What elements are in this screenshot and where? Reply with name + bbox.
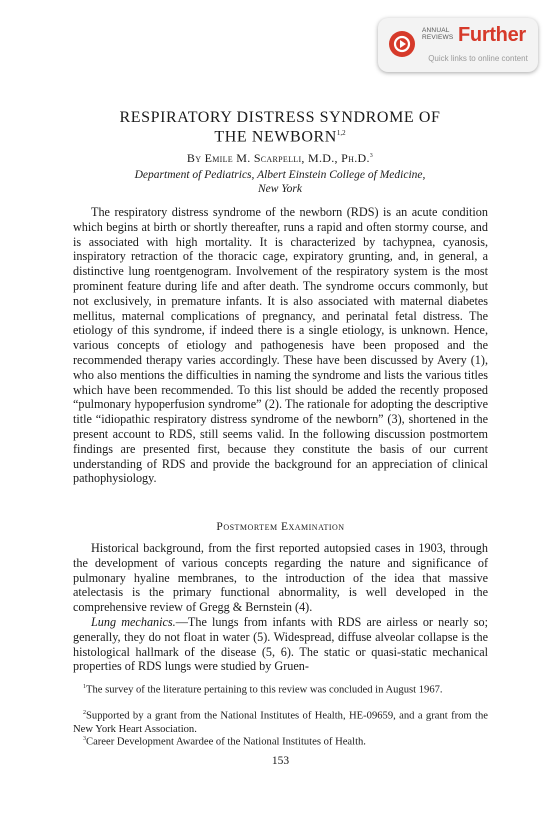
footnote-3: $^3$Career Development Awardee of the National Institutes of Health. (83, 736, 366, 748)
annual-reviews-further-badge[interactable] (378, 18, 538, 72)
page-number: 153 (271, 755, 290, 767)
title-footnote-marks: 1,2 (336, 129, 346, 137)
historical-background-paragraph: Historical background, from the first reported autopsied cases in 1903, through the development of various concepts regarding the nature and significance of pulmonary hyaline membranes, to the introduction of the idea that massive atelectasis is the primary functional abnormality, is well developed in the comprehensive review of Gregg & Bernstein (4). (73, 541, 488, 615)
lung-mechanics-lead: Lung mechanics. (91, 615, 176, 629)
section-heading: Postmortem Examination (216, 521, 345, 533)
intro-paragraph: The respiratory distress syndrome of the newborn (RDS) is an acute condition which begins at birth or shortly thereafter, runs a rapid and often stormy course, and is associated with high mortality. It is characterized by tachypnea, cyanosis, inspiratory retraction of the thoracic cage, expiratory grunting, and, in general, a distinctive lung roentgenogram. Involvement of the respiratory system is the most prominent feature during life and after death. The syndrome occurs commonly, but not exclusively, in premature infants. It is also associated with maternal diabetes mellitus, maternal complications of pregnancy, and perinatal fetal distress. The etiology of this syndrome, if indeed there is a single etiology, is unknown. Hence, various concepts of etiology and pathogenesis have been proposed and the recommended therapy varies accordingly. These have been discussed by Avery (1), who also mentions the difficulties in naming the syndrome and lists the various titles which have been recommended. To this list should be added the recently proposed “pulmonary hypoperfusion syndrome” (2). The rationale for adopting the descriptive title “idiopathic respiratory distress syndrome of the newborn” (3), shortened in the present account to RDS, still seems valid. In the following discussion postmortem findings are presented first, because they constitute the basis of our current understanding of RDS and provide the background for an appreciation of clinical pathophysiology. (73, 205, 488, 486)
lung-mechanics-paragraph: Lung mechanics.—The lungs from infants with RDS are airless or nearly so; generally, they do not float in water (5). Widespread, diffuse alveolar collapse is the histological hallmark of the disease (5, 6). The static or quasi-static mechanical properties of RDS lungs were studied by Gruen- (73, 615, 489, 674)
author-footnote-mark: 3 (369, 153, 374, 159)
article-title-line-1: RESPIRATORY DISTRESS SYNDROME OF (119, 109, 441, 126)
author-byline: By Emile M. Scarpelli, M.D., Ph.D.$^3$ (186, 151, 374, 165)
footnote-1: $^1$The survey of the literature pertaining to this review was concluded in August 1967. (83, 684, 443, 696)
footnote-2: $^2$Supported by a grant from the National Institutes of Health, HE-09659, and a grant from the New York Heart Association. (73, 710, 488, 735)
badge-annual-reviews-label: ANNUAL REVIEWS (422, 27, 454, 41)
affiliation-line-2: New York (258, 183, 302, 195)
article-title-line-2: THE NEWBORN$^{1,2}$ (214, 128, 346, 146)
badge-subtitle: Quick links to online content (428, 54, 528, 63)
badge-further-label: Further (458, 24, 526, 46)
affiliation-line-1: Department of Pediatrics, Albert Einstein College of Medicine, (134, 169, 426, 181)
annual-reviews-logo-icon (388, 30, 416, 58)
